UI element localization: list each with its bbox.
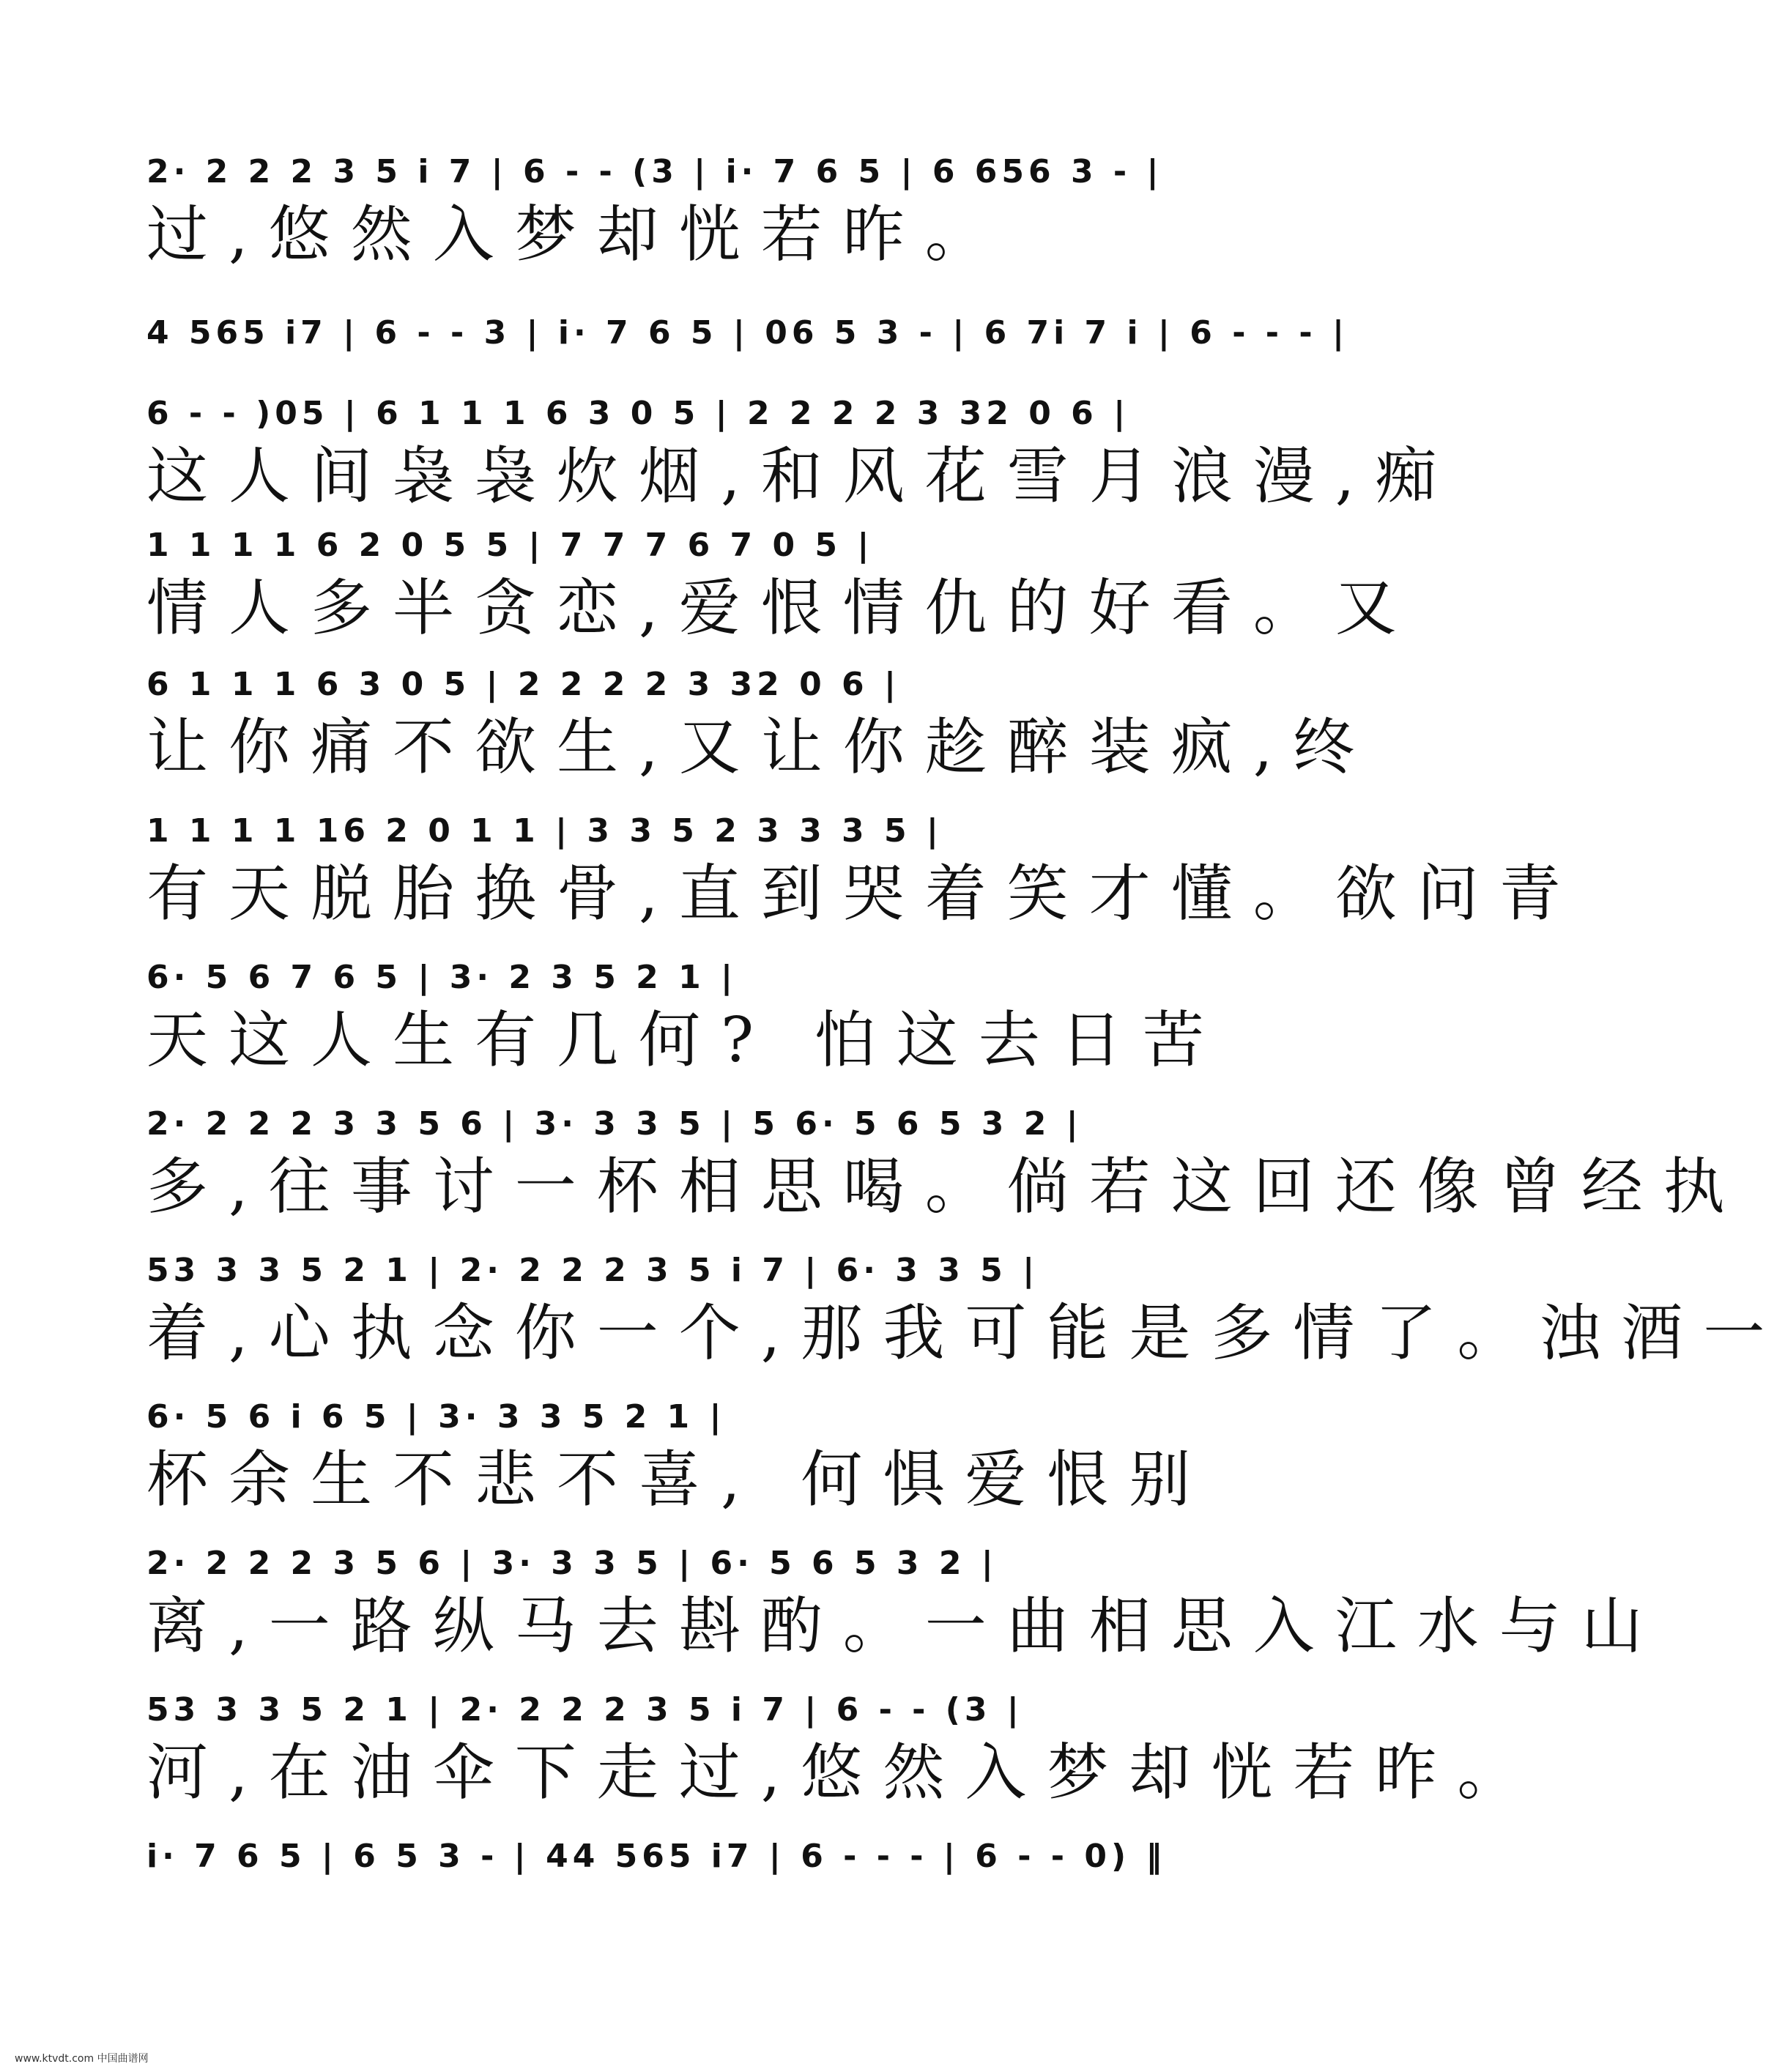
- notation-text: 4 565 i7 | 6 - - 3 | i· 7 6 5 | 06 5 3 - | 6 7i 7 i | 6 - - - |: [146, 314, 1349, 352]
- notation-line: [146, 520, 1333, 571]
- notation-line: [146, 146, 1333, 198]
- score-system: [146, 1392, 1333, 1516]
- notation-text: 6· 5 6 7 6 5 | 3· 2 3 5 2 1 |: [146, 959, 738, 996]
- notation-text: i· 7 6 5 | 6 5 3 - | 44 565 i7 | 6 - - - | 6 - - 0) ‖: [146, 1838, 1167, 1875]
- notation-line: [146, 806, 1333, 857]
- notation-line: [146, 952, 1333, 1003]
- notation-line: [146, 1538, 1333, 1589]
- notation-line: [146, 1685, 1333, 1736]
- notation-text: 6 - - )05 | 6 1 1 1 6 3 0 5 | 2 2 2 2 3 32 0 6 |: [146, 395, 1130, 432]
- notation-text: 2· 2 2 2 3 5 i 7 | 6 - - (3 | i· 7 6 5 | 6 656 3 - |: [146, 153, 1163, 190]
- notation-text: 6· 5 6 i 6 5 | 3· 3 3 5 2 1 |: [146, 1398, 726, 1436]
- lyrics-line: 让你痛不欲生,又让你趁醉装疯,终: [146, 711, 1376, 783]
- notation-text: 53 3 3 5 2 1 | 2· 2 2 2 3 5 i 7 | 6 - - (3 |: [146, 1691, 1023, 1728]
- score-system: [146, 952, 1333, 1077]
- lyrics-line: 着,心执念你一个,那我可能是多情了。浊酒一: [146, 1297, 1785, 1369]
- notation-text: 53 3 3 5 2 1 | 2· 2 2 2 3 5 i 7 | 6· 3 3 5 |: [146, 1252, 1039, 1289]
- notation-line: [146, 388, 1333, 439]
- notation-text: 1 1 1 1 16 2 0 1 1 | 3 3 5 2 3 3 3 5 |: [146, 812, 943, 850]
- notation-text: 1 1 1 1 6 2 0 5 5 | 7 7 7 6 7 0 5 |: [146, 527, 874, 564]
- score-system: [146, 659, 1376, 784]
- lyrics-line: 天这人生有几何? 怕这去日苦: [146, 1004, 1225, 1076]
- notation-line: [146, 308, 1349, 359]
- lyrics-line: [146, 1882, 1333, 1956]
- lyrics-line: 杯余生不悲不喜, 何惧爱恨别: [146, 1444, 1211, 1515]
- notation-line: [146, 1831, 1333, 1882]
- site-footer: www.ktvdt.com 中国曲谱网: [15, 2053, 149, 2065]
- score-system: [146, 1685, 1540, 1809]
- score-system: [146, 520, 1417, 645]
- lyrics-line: 这人间袅袅炊烟,和风花雪月浪漫,痴: [146, 440, 1458, 512]
- score-system: [146, 806, 1581, 930]
- notation-line: [146, 1245, 1333, 1296]
- lyrics-line: 有天脱胎换骨,直到哭着笑才懂。欲问青: [146, 858, 1581, 929]
- score-system: [146, 1831, 1333, 1956]
- score-system: [146, 146, 1333, 271]
- score-system: [146, 1245, 1785, 1370]
- score-system: [146, 1538, 1663, 1663]
- lyrics-line: 河,在油伞下走过,悠然入梦却恍若昨。: [146, 1737, 1540, 1808]
- notation-text: 2· 2 2 2 3 3 5 6 | 3· 3 3 5 | 5 6· 5 6 5 3 2 |: [146, 1105, 1083, 1143]
- notation-text: 2· 2 2 2 3 5 6 | 3· 3 3 5 | 6· 5 6 5 3 2 |: [146, 1545, 998, 1582]
- lyrics-line: 多,往事讨一杯相思喝。倘若这回还像曾经执: [146, 1151, 1745, 1222]
- lyrics-line: 离,一路纵马去斟酌。一曲相思入江水与山: [146, 1590, 1663, 1662]
- score-system: [146, 1099, 1745, 1223]
- lyrics-line: 过,悠然入梦却恍若昨。: [146, 198, 1007, 270]
- notation-line: [146, 659, 1333, 710]
- lyrics-line: 情人多半贪恋,爱恨情仇的好看。又: [146, 572, 1417, 644]
- notation-line: [146, 1099, 1333, 1150]
- notation-text: 6 1 1 1 6 3 0 5 | 2 2 2 2 3 32 0 6 |: [146, 666, 901, 703]
- score-system: [146, 388, 1458, 513]
- notation-line: [146, 1392, 1333, 1443]
